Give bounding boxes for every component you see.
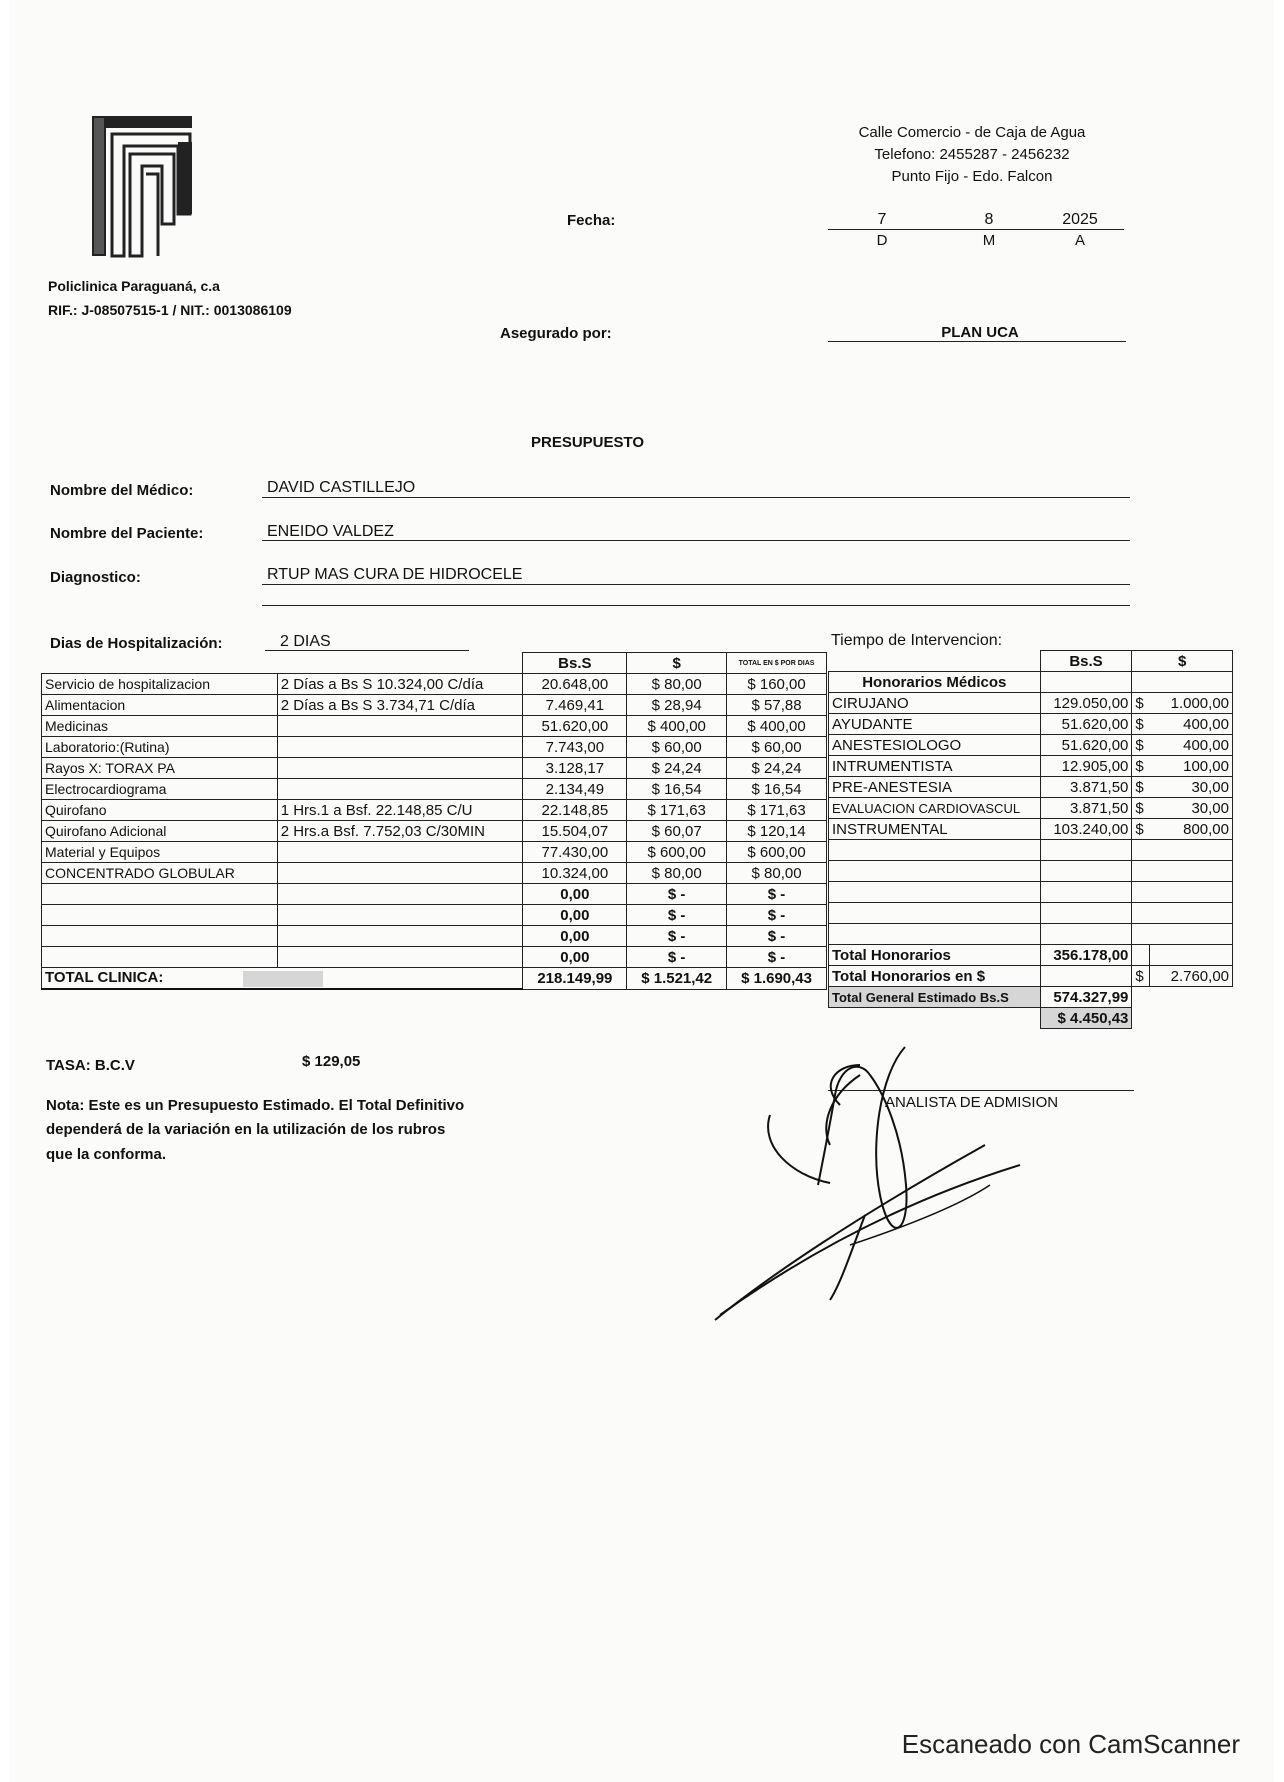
total-clinica-usd: $ 1.521,42 bbox=[627, 968, 727, 990]
fecha-month: 8 bbox=[984, 211, 994, 228]
honorario-row bbox=[829, 903, 1233, 924]
cost-usd: $ - bbox=[627, 926, 727, 947]
clinic-costs-table bbox=[41, 652, 827, 990]
cost-total: $ - bbox=[727, 905, 827, 926]
honorario-item: Honorarios Médicos bbox=[829, 672, 1041, 693]
honorario-bs: 51.620,00 bbox=[1040, 735, 1132, 756]
cost-item bbox=[42, 905, 278, 926]
honorario-row bbox=[829, 840, 1233, 861]
honorario-cur bbox=[1132, 882, 1150, 903]
honorario-cur bbox=[1132, 903, 1150, 924]
honorario-bs bbox=[1040, 882, 1132, 903]
honorario-usd: 1.000,00 bbox=[1150, 693, 1233, 714]
total-clinica-days: $ 1.690,43 bbox=[727, 968, 827, 990]
tiempo-label: Tiempo de Intervencion: bbox=[831, 632, 1003, 649]
honorario-row bbox=[829, 714, 1233, 735]
col-header-bs: Bs.S bbox=[523, 653, 627, 674]
note-line-1: Nota: Este es un Presupuesto Estimado. El Total Definitivo bbox=[46, 1097, 465, 1114]
total-honorarios-usd-cur: $ bbox=[1132, 966, 1150, 987]
cost-total: $ 160,00 bbox=[727, 674, 827, 695]
cost-item: CONCENTRADO GLOBULAR bbox=[42, 863, 278, 884]
cost-item: Rayos X: TORAX PA bbox=[42, 758, 278, 779]
cost-detail: 2 Días a Bs S 3.734,71 C/día bbox=[277, 695, 523, 716]
fecha-underline bbox=[828, 229, 1124, 230]
tasa-value: $ 129,05 bbox=[302, 1053, 361, 1070]
dias-underline bbox=[265, 650, 469, 651]
paciente-value: ENEIDO VALDEZ bbox=[267, 523, 394, 540]
cost-usd: $ 400,00 bbox=[627, 716, 727, 737]
cost-detail bbox=[277, 716, 523, 737]
cost-bs: 22.148,85 bbox=[523, 800, 627, 821]
clinic-cost-row bbox=[42, 758, 827, 779]
cost-item: Material y Equipos bbox=[42, 842, 278, 863]
cost-bs: 15.504,07 bbox=[523, 821, 627, 842]
cost-usd: $ - bbox=[627, 905, 727, 926]
col-header-usd: $ bbox=[627, 653, 727, 674]
honorario-cur bbox=[1132, 672, 1150, 693]
medico-underline bbox=[262, 497, 1130, 498]
cost-bs: 20.648,00 bbox=[523, 674, 627, 695]
clinic-cost-row bbox=[42, 716, 827, 737]
clinic-logo bbox=[90, 114, 196, 258]
cost-bs: 10.324,00 bbox=[523, 863, 627, 884]
honorario-bs bbox=[1040, 861, 1132, 882]
honorario-row bbox=[829, 798, 1233, 819]
honorario-item: AYUDANTE bbox=[829, 714, 1041, 735]
honorario-item: CIRUJANO bbox=[829, 693, 1041, 714]
diagnostico-value: RTUP MAS CURA DE HIDROCELE bbox=[267, 566, 523, 583]
cost-item: Alimentacion bbox=[42, 695, 278, 716]
honorario-usd bbox=[1150, 840, 1233, 861]
honorario-usd: 400,00 bbox=[1150, 735, 1233, 756]
honorarios-header-usd: $ bbox=[1132, 651, 1233, 672]
clinic-cost-row bbox=[42, 821, 827, 842]
medico-label: Nombre del Médico: bbox=[50, 482, 194, 499]
honorario-bs bbox=[1040, 672, 1132, 693]
honorario-bs: 3.871,50 bbox=[1040, 777, 1132, 798]
honorario-item bbox=[829, 903, 1041, 924]
asegurado-label: Asegurado por: bbox=[500, 325, 612, 342]
col-header-total-days: TOTAL EN $ POR DIAS bbox=[727, 653, 827, 674]
total-clinica-label: TOTAL CLINICA: bbox=[45, 969, 164, 987]
cost-total: $ - bbox=[727, 884, 827, 905]
fecha-label: Fecha: bbox=[567, 212, 616, 229]
honorario-item: PRE-ANESTESIA bbox=[829, 777, 1041, 798]
cost-total: $ - bbox=[727, 947, 827, 968]
honorario-usd: 400,00 bbox=[1150, 714, 1233, 735]
total-general-row bbox=[829, 987, 1233, 1008]
cost-usd: $ - bbox=[627, 884, 727, 905]
note-line-2: dependerá de la variación en la utilización de los rubros bbox=[46, 1121, 446, 1138]
cost-item bbox=[42, 947, 278, 968]
scanner-watermark: Escaneado con CamScanner bbox=[901, 1729, 1240, 1759]
honorario-row bbox=[829, 735, 1233, 756]
total-clinica-shade bbox=[243, 971, 323, 987]
table-header-row bbox=[42, 653, 827, 674]
total-honorarios-usd-row bbox=[829, 966, 1233, 987]
fecha-day: 7 bbox=[877, 211, 887, 228]
diagnostico-label: Diagnostico: bbox=[50, 569, 141, 586]
cost-detail bbox=[277, 737, 523, 758]
fecha-m-label: M bbox=[982, 232, 996, 249]
cost-bs: 0,00 bbox=[523, 947, 627, 968]
cost-usd: $ - bbox=[627, 947, 727, 968]
clinic-cost-row bbox=[42, 947, 827, 968]
honorario-row bbox=[829, 756, 1233, 777]
cost-detail bbox=[277, 842, 523, 863]
cost-total: $ 24,24 bbox=[727, 758, 827, 779]
paciente-label: Nombre del Paciente: bbox=[50, 525, 204, 542]
cost-total: $ 120,14 bbox=[727, 821, 827, 842]
honorario-row bbox=[829, 861, 1233, 882]
cost-detail: 1 Hrs.1 a Bsf. 22.148,85 C/U bbox=[277, 800, 523, 821]
cost-usd: $ 600,00 bbox=[627, 842, 727, 863]
honorario-bs bbox=[1040, 924, 1132, 945]
cost-bs: 3.128,17 bbox=[523, 758, 627, 779]
cost-bs: 2.134,49 bbox=[523, 779, 627, 800]
cost-detail bbox=[277, 905, 523, 926]
honorario-cur: $ bbox=[1132, 693, 1150, 714]
honorario-cur: $ bbox=[1132, 777, 1150, 798]
asegurado-underline bbox=[828, 341, 1126, 342]
total-clinica-bs: 218.149,99 bbox=[523, 968, 627, 990]
clinic-cost-row bbox=[42, 905, 827, 926]
cost-bs: 7.469,41 bbox=[523, 695, 627, 716]
cost-item: Quirofano Adicional bbox=[42, 821, 278, 842]
honorario-item: ANESTESIOLOGO bbox=[829, 735, 1041, 756]
fecha-year: 2025 bbox=[1062, 211, 1098, 228]
cost-total: $ 80,00 bbox=[727, 863, 827, 884]
honorario-usd: 100,00 bbox=[1150, 756, 1233, 777]
cost-detail: 2 Días a Bs S 10.324,00 C/día bbox=[277, 674, 523, 695]
honorario-usd: 30,00 bbox=[1150, 798, 1233, 819]
honorario-bs: 3.871,50 bbox=[1040, 798, 1132, 819]
cost-total: $ 60,00 bbox=[727, 737, 827, 758]
total-honorarios-usd-label: Total Honorarios en $ bbox=[829, 966, 1041, 987]
clinic-name: Policlinica Paraguaná, c.a bbox=[48, 278, 220, 294]
dias-value: 2 DIAS bbox=[280, 633, 331, 650]
total-honorarios-usd: 2.760,00 bbox=[1150, 966, 1233, 987]
fecha-a-label: A bbox=[1074, 232, 1085, 249]
cost-detail bbox=[277, 884, 523, 905]
diagnostico-underline-2 bbox=[262, 605, 1130, 606]
honorario-item bbox=[829, 924, 1041, 945]
honorarios-table bbox=[828, 650, 1233, 1029]
fecha-d-label: D bbox=[876, 232, 888, 249]
dias-label: Dias de Hospitalización: bbox=[50, 635, 223, 652]
honorario-usd: 30,00 bbox=[1150, 777, 1233, 798]
honorario-row bbox=[829, 693, 1233, 714]
honorario-usd bbox=[1150, 861, 1233, 882]
clinic-address-3: Punto Fijo - Edo. Falcon bbox=[891, 168, 1053, 185]
clinic-cost-row bbox=[42, 842, 827, 863]
honorario-usd bbox=[1150, 903, 1233, 924]
cost-detail bbox=[277, 758, 523, 779]
clinic-cost-row bbox=[42, 674, 827, 695]
clinic-cost-row bbox=[42, 884, 827, 905]
diagnostico-underline bbox=[262, 584, 1130, 585]
cost-bs: 51.620,00 bbox=[523, 716, 627, 737]
clinic-rif: RIF.: J-08507515-1 / NIT.: 0013086109 bbox=[48, 302, 292, 318]
cost-bs: 0,00 bbox=[523, 884, 627, 905]
cost-total: $ - bbox=[727, 926, 827, 947]
clinic-address-1: Calle Comercio - de Caja de Agua bbox=[858, 124, 1086, 141]
total-honorarios-bs: 356.178,00 bbox=[1040, 945, 1132, 966]
clinic-cost-row bbox=[42, 779, 827, 800]
paciente-underline bbox=[262, 540, 1130, 541]
cost-usd: $ 16,54 bbox=[627, 779, 727, 800]
honorario-row bbox=[829, 924, 1233, 945]
total-general-label: Total General Estimado Bs.S bbox=[829, 987, 1041, 1008]
cost-detail: 2 Hrs.a Bsf. 7.752,03 C/30MIN bbox=[277, 821, 523, 842]
cost-total: $ 57,88 bbox=[727, 695, 827, 716]
cost-item bbox=[42, 884, 278, 905]
medico-value: DAVID CASTILLEJO bbox=[267, 479, 416, 496]
honorario-cur: $ bbox=[1132, 735, 1150, 756]
clinic-cost-row bbox=[42, 863, 827, 884]
honorario-cur bbox=[1132, 861, 1150, 882]
clinic-cost-row bbox=[42, 737, 827, 758]
clinic-cost-row bbox=[42, 800, 827, 821]
cost-usd: $ 24,24 bbox=[627, 758, 727, 779]
honorario-item bbox=[829, 840, 1041, 861]
honorario-row bbox=[829, 777, 1233, 798]
total-honorarios-row bbox=[829, 945, 1233, 966]
honorario-cur bbox=[1132, 924, 1150, 945]
honorario-item: EVALUACION CARDIOVASCUL bbox=[829, 798, 1041, 819]
honorario-cur: $ bbox=[1132, 819, 1150, 840]
cost-usd: $ 80,00 bbox=[627, 674, 727, 695]
cost-usd: $ 80,00 bbox=[627, 863, 727, 884]
cost-detail bbox=[277, 947, 523, 968]
honorario-usd bbox=[1150, 882, 1233, 903]
honorario-bs bbox=[1040, 840, 1132, 861]
honorario-cur: $ bbox=[1132, 756, 1150, 777]
cost-usd: $ 28,94 bbox=[627, 695, 727, 716]
honorario-cur: $ bbox=[1132, 714, 1150, 735]
total-honorarios-label: Total Honorarios bbox=[829, 945, 1041, 966]
honorario-item bbox=[829, 861, 1041, 882]
honorario-usd: 800,00 bbox=[1150, 819, 1233, 840]
cost-detail bbox=[277, 863, 523, 884]
tasa-label: TASA: B.C.V bbox=[46, 1057, 135, 1074]
honorarios-header-row bbox=[829, 651, 1233, 672]
cost-detail bbox=[277, 926, 523, 947]
cost-item: Servicio de hospitalizacion bbox=[42, 674, 278, 695]
honorario-bs: 51.620,00 bbox=[1040, 714, 1132, 735]
clinic-address-2: Telefono: 2455287 - 2456232 bbox=[874, 146, 1070, 163]
cost-total: $ 16,54 bbox=[727, 779, 827, 800]
clinic-cost-row bbox=[42, 926, 827, 947]
cost-item: Quirofano bbox=[42, 800, 278, 821]
cost-total: $ 171,63 bbox=[727, 800, 827, 821]
cost-usd: $ 60,07 bbox=[627, 821, 727, 842]
cost-item: Electrocardiograma bbox=[42, 779, 278, 800]
honorario-bs: 129.050,00 bbox=[1040, 693, 1132, 714]
honorario-cur bbox=[1132, 840, 1150, 861]
total-general-usd: $ 4.450,43 bbox=[1040, 1008, 1132, 1029]
asegurado-value: PLAN UCA bbox=[941, 324, 1019, 341]
total-clinica-row bbox=[42, 968, 827, 990]
honorario-bs: 103.240,00 bbox=[1040, 819, 1132, 840]
cost-bs: 0,00 bbox=[523, 926, 627, 947]
cost-item: Medicinas bbox=[42, 716, 278, 737]
honorario-cur: $ bbox=[1132, 798, 1150, 819]
honorario-usd bbox=[1150, 672, 1233, 693]
cost-bs: 0,00 bbox=[523, 905, 627, 926]
clinic-cost-row bbox=[42, 695, 827, 716]
honorario-item: INTRUMENTISTA bbox=[829, 756, 1041, 777]
honorario-usd bbox=[1150, 924, 1233, 945]
cost-bs: 77.430,00 bbox=[523, 842, 627, 863]
honorario-row bbox=[829, 882, 1233, 903]
document-title: PRESUPUESTO bbox=[531, 434, 645, 451]
cost-usd: $ 60,00 bbox=[627, 737, 727, 758]
handwritten-signature bbox=[710, 1035, 1040, 1330]
honorario-bs bbox=[1040, 903, 1132, 924]
honorarios-header-bs: Bs.S bbox=[1040, 651, 1132, 672]
cost-usd: $ 171,63 bbox=[627, 800, 727, 821]
honorario-bs: 12.905,00 bbox=[1040, 756, 1132, 777]
cost-item: Laboratorio:(Rutina) bbox=[42, 737, 278, 758]
cost-total: $ 600,00 bbox=[727, 842, 827, 863]
cost-detail bbox=[277, 779, 523, 800]
honorario-item bbox=[829, 882, 1041, 903]
signature-label: ANALISTA DE ADMISION bbox=[885, 1094, 1059, 1111]
honorario-row bbox=[829, 819, 1233, 840]
cost-bs: 7.743,00 bbox=[523, 737, 627, 758]
note-line-3: que la conforma. bbox=[46, 1146, 167, 1163]
total-general-usd-row bbox=[829, 1008, 1233, 1029]
total-general-bs: 574.327,99 bbox=[1040, 987, 1132, 1008]
honorario-row bbox=[829, 672, 1233, 693]
cost-item bbox=[42, 926, 278, 947]
cost-total: $ 400,00 bbox=[727, 716, 827, 737]
honorario-item: INSTRUMENTAL bbox=[829, 819, 1041, 840]
